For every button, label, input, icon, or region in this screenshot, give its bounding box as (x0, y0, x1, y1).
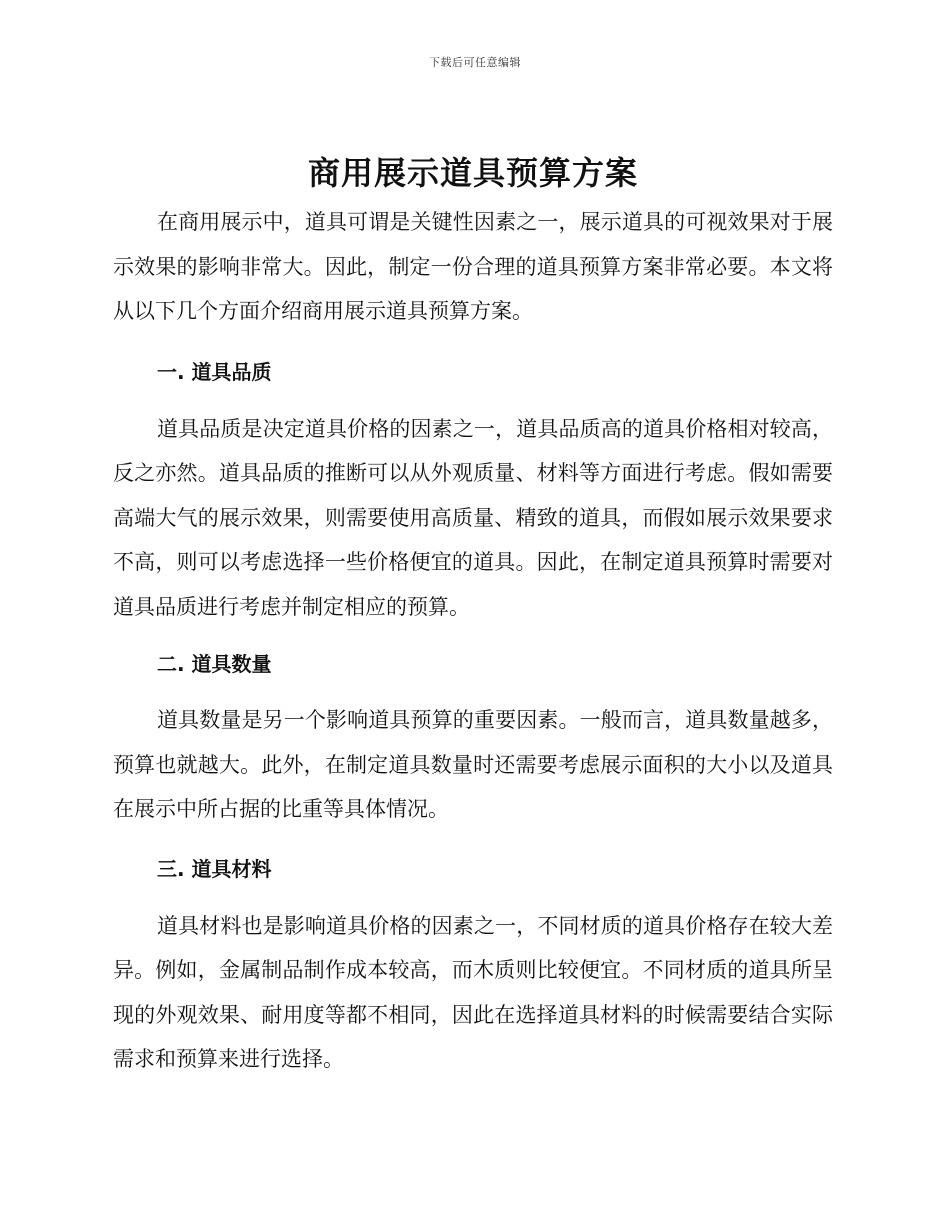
section-heading-material: 三. 道具材料 (157, 856, 272, 881)
section-heading-quality: 一. 道具品质 (157, 359, 272, 384)
section-body-quality: 道具品质是决定道具价格的因素之一，道具品质高的道具价格相对较高，反之亦然。道具品质的推断可以从外观质量、材料等方面进行考虑。假如需要高端大气的展示效果，则需要使用高质量、精致的道具，而假如展示效果要求不高，则可以考虑选择一些价格便宜的道具。因此，在制定道具预算时需要对道具品质进行考虑并制定相应的预算。 (113, 416, 833, 619)
document-body (113, 150, 833, 1082)
document-title: 商用展示道具预算方案 (307, 154, 638, 192)
section-heading-quantity: 二. 道具数量 (157, 652, 272, 676)
intro-paragraph: 在商用展示中，道具可谓是关键性因素之一，展示道具的可视效果对于展示效果的影响非常大。因此，制定一份合理的道具预算方案非常必要。本文将从以下几个方面介绍商用展示道具预算方案。 (113, 210, 833, 323)
section-body-material: 道具材料也是影响道具价格的因素之一，不同材质的道具价格存在较大差异。例如，金属制品制作成本较高，而木质则比较便宜。不同材质的道具所呈现的外观效果、耐用度等都不相同，因此在选择道具材料的时候需要结合实际需求和预算来进行选择。 (113, 913, 833, 1071)
section-body-quantity: 道具数量是另一个影响道具预算的重要因素。一般而言，道具数量越多，预算也就越大。此外，在制定道具数量时还需要考虑展示面积的大小以及道具在展示中所占据的比重等具体情况。 (113, 708, 833, 821)
header-note: 下载后可任意编辑 (429, 56, 521, 69)
